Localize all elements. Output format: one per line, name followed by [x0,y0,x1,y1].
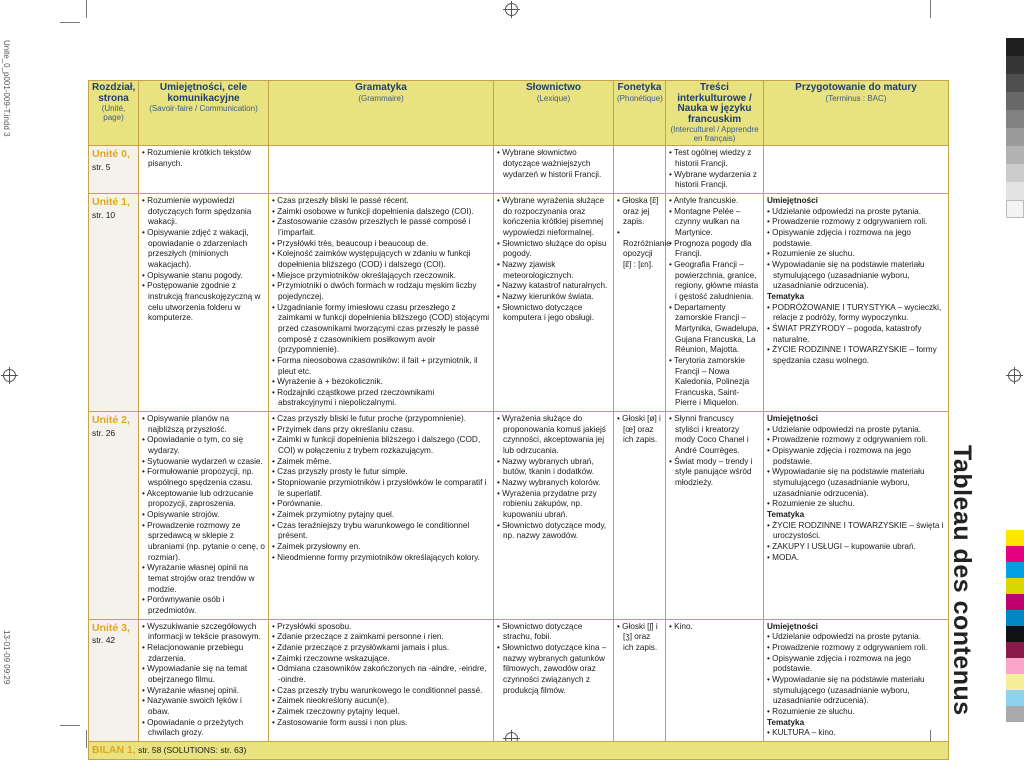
bac-cell [764,146,949,194]
header-cell: Umiejętności, cele komunikacyjne (Savoir-faire / Communication) [139,81,269,146]
bullet-list [617,622,662,654]
list-item: • Postępowanie zgodnie z instrukcją francuskojęzyczną w celu utworzenia folderu w komputerze. [142,281,265,324]
crop-mark [86,730,87,748]
list-item: • Nazwy katastrof naturalnych. [497,281,610,292]
list-item: • Zaimki osobowe w funkcji dopełnienia dalszego (COI). [272,207,490,218]
list-item: • Głoski [ʃ] i [ʒ] oraz ich zapis. [617,622,662,654]
list-item: • Rozumienie ze słuchu. [767,249,945,260]
table-cell [269,619,494,741]
list-item: • Rozumienie krótkich tekstów pisanych. [142,148,265,169]
table-cell [139,412,269,619]
table-cell [614,194,671,412]
bullet-list [272,622,490,729]
list-item: • Rozumienie ze słuchu. [767,499,945,510]
bullet-list [272,196,490,409]
list-item: • Przymiotniki o dwóch formach w rodzaju męskim liczby pojedynczej. [272,281,490,302]
unit-label: Unité 2, [92,414,130,427]
list-item: • Porównanie. [272,499,490,510]
list-item: • Udzielanie odpowiedzi na proste pytania. [767,632,945,643]
list-item: • Opisywanie zdjęć z wakacji, opowiadanie o zdarzeniach przeszłych (minionych wakacjach). [142,228,265,271]
list-item: • Antyle francuskie. [669,196,760,207]
table-cell [666,412,764,619]
bullet-list [669,622,760,633]
grayscale-bar [1006,38,1024,218]
unit-page: str. 26 [92,427,116,438]
bullet-list [669,148,760,191]
list-item: • PODRÓŻOWANIE I TURYSTYKA – wycieczki, relacje z podróży, formy wypoczynku. [767,303,945,324]
list-item: • Wypowiadanie się na podstawie materiału stymulującego (uzasadnianie wyboru, uzasadnianie odrzucenia). [767,675,945,707]
list-item: • Przysłówki très, beaucoup i beaucoup de. [272,239,490,250]
list-item: • Świat mody – trendy i style panujące wśród młodzieży. [669,457,760,489]
list-item: • Zaimek przymiotny pytajny quel. [272,510,490,521]
list-item: • Słownictwo dotyczące mody, np. nazwy zawodów. [497,521,610,542]
section-heading: Tematyka [767,717,805,727]
bac-cell [764,194,949,412]
list-item: • Wyszukiwanie szczegółowych informacji w tekście prasowym. [142,622,265,643]
list-item: • Prowadzenie rozmowy z odgrywaniem roli. [767,435,945,446]
unit-cell [89,412,139,619]
unit-cell [89,194,139,412]
bilan-row [89,741,949,760]
list-item: • Słownictwo dotyczące komputera i jego obsługi. [497,303,610,324]
bullet-list [142,148,265,169]
list-item: • Sytuowanie wydarzeń w czasie. [142,457,265,468]
list-item: • Czas teraźniejszy trybu warunkowego le conditionnel présent. [272,521,490,542]
bilan-label: BILAN 1, [92,743,136,756]
bullet-list [272,414,490,563]
crop-mark [60,22,80,23]
bullet-list [669,196,760,409]
list-item: • Udzielanie odpowiedzi na proste pytania. [767,207,945,218]
table-cell [139,146,269,194]
list-item: • Forma nieosobowa czasowników: il fait + przymiotnik, il pleut etc. [272,356,490,377]
list-item: • ŻYCIE RODZINNE I TOWARZYSKIE – święta i uroczystości. [767,521,945,542]
list-item: • Stopniowanie przymiotników i przysłówków le comparatif i le superlatif. [272,478,490,499]
list-item: • ŻYCIE RODZINNE I TOWARZYSKIE – formy spędzania czasu wolnego. [767,345,945,366]
crop-mark [930,0,931,18]
unit-page: str. 5 [92,162,111,173]
list-item: • Geografia Francji – powierzchnia, granice, regiony, główne miasta i gęstość zaludnienia. [669,260,760,303]
list-item: • Zaimek przysłowny en. [272,542,490,553]
list-item: • Rozumienie wypowiedzi dotyczących form spędzania wakacji. [142,196,265,228]
table-row [89,194,949,412]
list-item: • Rozumienie ze słuchu. [767,707,945,718]
list-item: • Rodzajniki cząstkowe przed rzeczownikami abstrakcyjnymi i niepoliczalnymi. [272,388,490,409]
list-item: • Opisywanie zdjęcia i rozmowa na jego podstawie. [767,654,945,675]
list-item: • Nazwy zjawisk meteorologicznych. [497,260,610,281]
unit-cell [89,619,139,741]
bullet-list [617,196,671,271]
list-item: • Wybrane wyrażenia służące do rozpoczynania oraz kończenia krótkiej pisemnej wypowiedzi nieformalnej. [497,196,610,239]
header-cell: Treści interkulturowe / Nauka w języku francuskim (Interculturel / Apprendre en français) [666,81,764,146]
bullet-list [497,196,610,324]
list-item: • Miejsce przymiotników określających rzeczownik. [272,271,490,282]
list-item: • Zdanie przeczące z zaimkami personne i rien. [272,632,490,643]
crop-mark [86,0,87,18]
unit-label: Unité 3, [92,621,130,634]
list-item: • ZAKUPY I USŁUGI – kupowanie ubrań. [767,542,945,553]
list-item: • Relacjonowanie przebiegu zdarzenia. [142,643,265,664]
list-item: • Wyrażenia przydatne przy robieniu zakupów, np. kupowaniu ubrań. [497,489,610,521]
table-cell [269,412,494,619]
bullet-list [497,414,610,542]
list-item: • Odmiana czasowników zakończonych na -aindre, -eindre, -oindre. [272,664,490,685]
list-item: • Przysłówki sposobu. [272,622,490,633]
page-title: Tableau des contenus [948,445,976,716]
list-item: • Słownictwo dotyczące kina – nazwy wybranych gatunków filmowych, zawodów oraz czynności związanych z produkcją filmów. [497,643,610,696]
list-item: • Terytoria zamorskie Francji – Nowa Kaledonia, Polinezja Francuska, Saint-Pierre i Miquelon. [669,356,760,409]
list-item: • Prowadzenie rozmowy z odgrywaniem roli. [767,643,945,654]
table-cell [494,146,614,194]
list-item: • Nazwy wybranych kolorów. [497,478,610,489]
bullet-list [142,196,265,324]
list-item: • Zdanie przeczące z przysłówkami jamais i plus. [272,643,490,654]
table-row [89,412,949,619]
table-cell [139,194,269,412]
list-item: • Głoski [ø] i [œ] oraz ich zapis. [617,414,662,446]
list-item: • Czas przeszły trybu warunkowego le conditionnel passé. [272,686,490,697]
list-item: • Uzgadnianie formy imiesłowu czasu przeszłego z zaimkami w funkcji dopełnienia bliższego (COD) stojącymi przed czasownikami tworzącymi czas przeszły le passé composé z czasownikiem posiłkowym avoir (przypomnienie). [272,303,490,356]
list-item: • Nieodmienne formy przymiotników określających kolory. [272,553,490,564]
list-item: • Prowadzenie rozmowy z odgrywaniem roli. [767,217,945,228]
table-cell [139,619,269,741]
bullet-list [767,622,945,739]
list-item: • Czas przyszły bliski le futur proche (przypomnienie). [272,414,490,425]
header-cell: Gramatyka (Grammaire) [269,81,494,146]
section-heading: Umiejętności [767,196,818,205]
list-item: • Wyrażenia służące do proponowania komuś jakiejś czynności, akceptowania jej lub odrzucania. [497,414,610,457]
list-item: • Opisywanie zdjęcia i rozmowa na jego podstawie. [767,446,945,467]
list-item: • Opisywanie zdjęcia i rozmowa na jego podstawie. [767,228,945,249]
table-cell [666,194,764,412]
bilan-cell [89,741,949,760]
list-item: • Przyimek dans przy określaniu czasu. [272,425,490,436]
bac-cell [764,619,949,741]
list-item: • Prowadzenie rozmowy ze sprzedawcą w sklepie z ubraniami (np. pytanie o cenę, o rozmiar). [142,521,265,564]
table-cell [614,412,666,619]
table-cell [269,194,494,412]
list-item: • ŚWIAT PRZYRODY – pogoda, katastrofy naturalne. [767,324,945,345]
registration-mark-top [505,3,518,16]
unit-label: Unité 0, [92,148,130,161]
list-item: • Zaimek rzeczowny pytajny lequel. [272,707,490,718]
unit-cell [89,146,139,194]
table-row [89,619,949,741]
list-item: • Udzielanie odpowiedzi na proste pytania. [767,425,945,436]
unit-page: str. 42 [92,635,116,646]
list-item: • Test ogólnej wiedzy z historii Francji. [669,148,760,169]
list-item: • Formułowanie propozycji, np. wspólnego spędzenia czasu. [142,467,265,488]
bullet-list [767,414,945,563]
list-item: • Kino. [669,622,760,633]
list-item: • Kolejność zaimków występujących w zdaniu w funkcji dopełnienia bliższego (COD) i dalszego (COI). [272,249,490,270]
list-item: • Słynni francuscy styliści i kreatorzy mody Coco Chanel i André Courrèges. [669,414,760,457]
list-item: • Opisywanie stanu pogody. [142,271,265,282]
list-item: • Słownictwo dotyczące strachu, fobii. [497,622,610,643]
bilan-text: str. 58 (SOLUTIONS: str. 63) [138,744,247,755]
list-item: • Porównywanie osób i przedmiotów. [142,595,265,616]
color-bar [1006,530,1024,722]
header-cell: Słownictwo (Lexique) [494,81,614,146]
table-cell [269,146,494,194]
list-item: • Rozróżnianie opozycji [ɛ̃] : [ɛn]. [617,228,662,271]
list-item: • Czas przeszły bliski le passé récent. [272,196,490,207]
list-item: • Wyrażanie własnej opinii. [142,686,265,697]
bullet-list [142,414,265,616]
list-item: • Wyrażanie własnej opinii na temat strojów oraz trendów w modzie. [142,563,265,595]
section-heading: Tematyka [767,291,805,301]
table-cell [666,146,764,194]
date-note: 13-01-09 09:29 [2,630,11,685]
table-cell [494,619,614,741]
list-item: • Głoska [ɛ̃] oraz jej zapis. [617,196,662,228]
table-cell [614,619,666,741]
list-item: • Zaimek même. [272,457,490,468]
bullet-list [669,414,760,489]
list-item: • Nazwy wybranych ubrań, butów, tkanin i dodatków. [497,457,610,478]
list-item: • Wypowiadanie się na temat obejrzanego filmu. [142,664,265,685]
list-item: • Słownictwo służące do opisu pogody. [497,239,610,260]
section-heading: Umiejętności [767,414,818,424]
header-cell: Przygotowanie do matury (Terminus : BAC) [764,81,949,146]
bullet-list [497,148,610,180]
list-item: • Wypowiadanie się na podstawie materiału stymulującego (uzasadnianie wyboru, uzasadnianie odrzucenia). [767,260,945,292]
unit-page: str. 10 [92,209,116,220]
bac-cell [764,412,949,619]
table-cell [494,412,614,619]
list-item: • Opisywanie strojów. [142,510,265,521]
list-item: • Opowiadanie o tym, co się wydarzy. [142,435,265,456]
list-item: • Wypowiadanie się na podstawie materiału stymulującego (uzasadnianie wyboru, uzasadnianie odrzucenia). [767,467,945,499]
list-item: • Zastosowanie czasów przeszłych le passé composé i l’imparfait. [272,217,490,238]
list-item: • Wybrane słownictwo dotyczące ważniejszych wydarzeń w historii Francji. [497,148,610,180]
bullet-list [767,196,945,367]
list-item: • Wyrażenie à + bezokolicznik. [272,377,490,388]
registration-mark-left [3,369,16,382]
table-header-row [89,81,949,146]
crop-mark [60,725,80,726]
list-item: • Zastosowanie form aussi i non plus. [272,718,490,729]
table-cell [494,194,614,412]
bullet-list [617,414,662,446]
list-item: • Akceptowanie lub odrzucanie propozycji, zaproszenia. [142,489,265,510]
bullet-list [497,622,610,697]
list-item: • Nazwy kierunków świata. [497,292,610,303]
list-item: • Zaimki rzeczowne wskazujące. [272,654,490,665]
list-item: • Zaimek nieokreślony aucun(e). [272,696,490,707]
header-cell: Rozdział, strona (Unité, page) [89,81,139,146]
contents-table [88,80,949,760]
table-cell [666,619,764,741]
section-heading: Umiejętności [767,621,818,631]
list-item: • Montagne Pelée – czynny wulkan na Martynice. [669,207,760,239]
list-item: • Prognoza pogody dla Francji. [669,239,760,260]
registration-mark-right [1008,369,1021,382]
list-item: • MODA. [767,553,945,564]
list-item: • KULTURA – kino. [767,728,945,739]
table-cell [614,146,666,194]
header-cell: Fonetyka (Phonétique) [614,81,666,146]
file-note: Unite_0_p001-009-T.indd 3 [2,40,11,137]
list-item: • Opisywanie planów na najbliższą przyszłość. [142,414,265,435]
list-item: • Wybrane wydarzenia z historii Francji. [669,170,760,191]
section-heading: Tematyka [767,510,805,520]
bullet-list [142,622,265,739]
list-item: • Zaimki w funkcji dopełnienia bliższego i dalszego (COD, COI) w połączeniu z trybem rozkazującym. [272,435,490,456]
list-item: • Opowiadanie o przeżytych chwilach grozy. [142,718,265,739]
unit-label: Unité 1, [92,196,130,208]
table-row [89,146,949,194]
list-item: • Czas przyszły prosty le futur simple. [272,467,490,478]
list-item: • Departamenty zamorskie Francji – Martynika, Gwadelupa, Gujana Francuska, La Réunion, Majotta. [669,303,760,356]
list-item: • Nazywanie swoich lęków i obaw. [142,696,265,717]
